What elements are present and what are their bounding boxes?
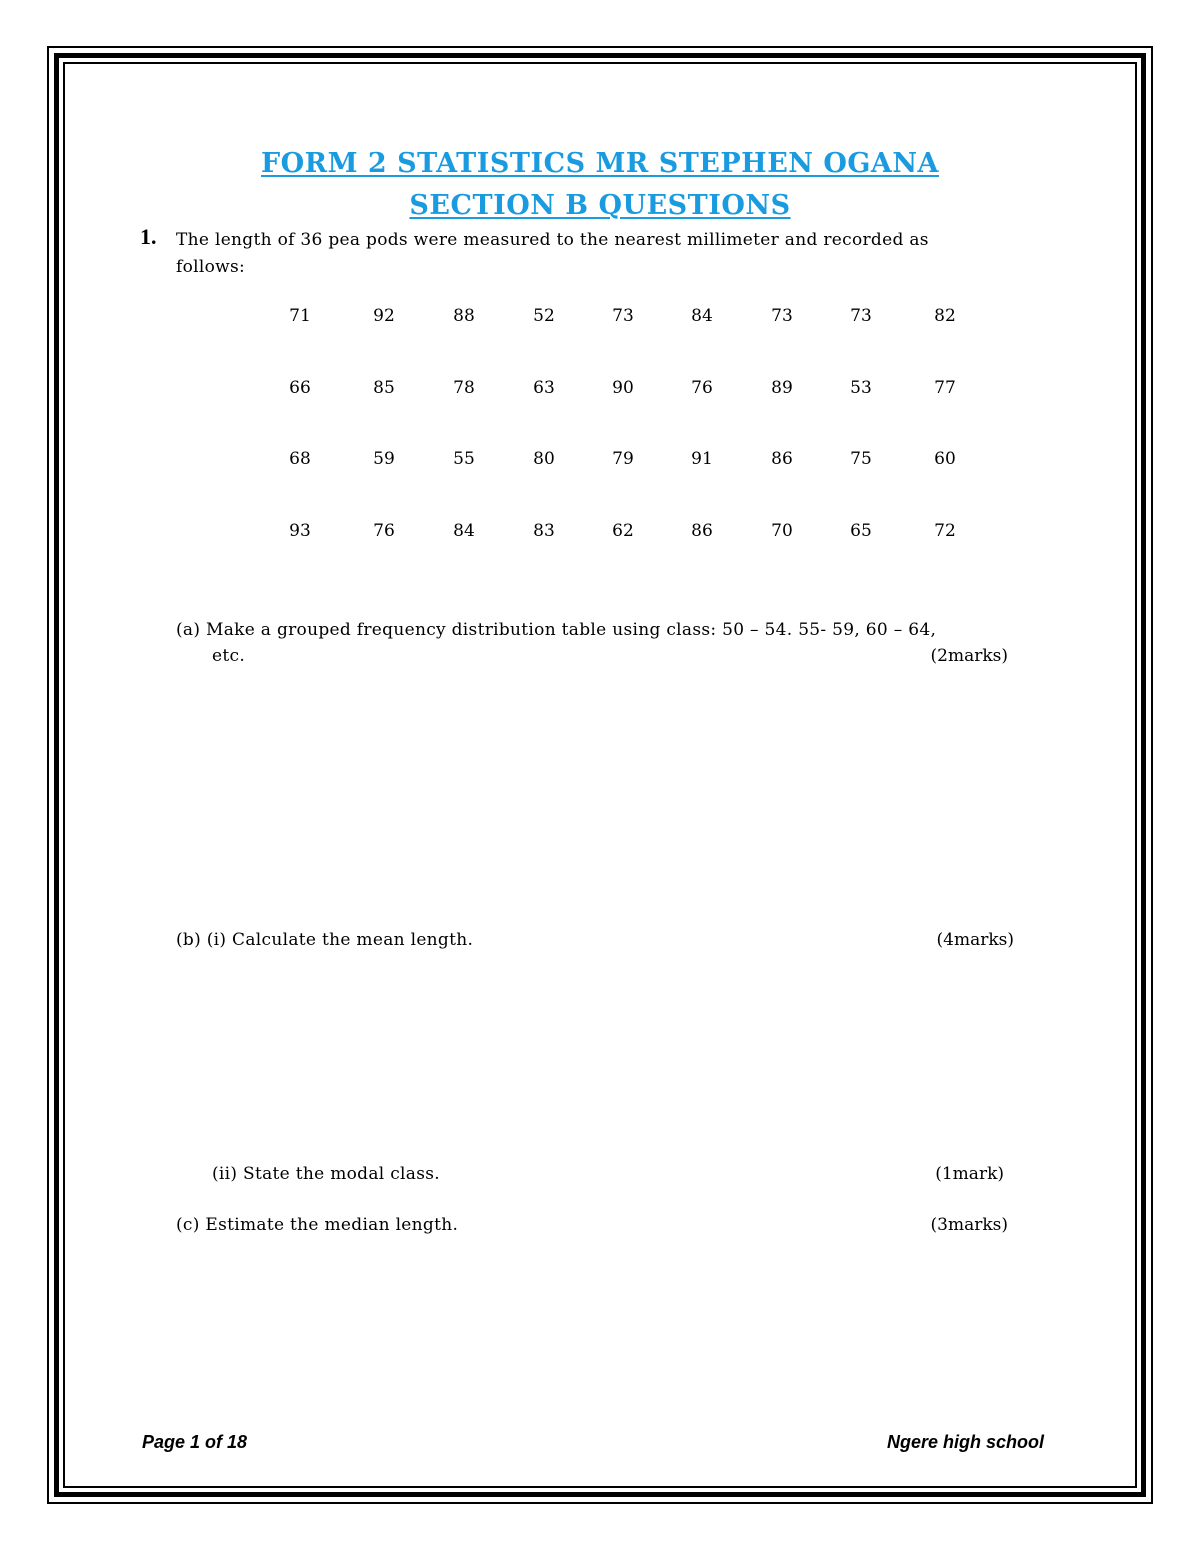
data-cell: 78 <box>453 378 475 398</box>
data-cell: 79 <box>612 449 634 469</box>
question-intro-line2: follows: <box>176 257 246 277</box>
data-cell: 60 <box>934 449 956 469</box>
data-cell: 52 <box>533 306 555 326</box>
part-a-text-line2: etc. <box>212 646 246 666</box>
data-cell: 80 <box>533 449 555 469</box>
data-cell: 93 <box>289 521 311 541</box>
part-b-ii-text: (ii) State the modal class. <box>212 1164 440 1184</box>
question-intro-line1: The length of 36 pea pods were measured to the nearest millimeter and recorded as <box>176 230 929 250</box>
data-cell: 55 <box>453 449 475 469</box>
data-cell: 83 <box>533 521 555 541</box>
data-cell: 89 <box>771 378 793 398</box>
section-title: SECTION B QUESTIONS <box>409 190 791 221</box>
data-cell: 91 <box>691 449 713 469</box>
data-cell: 66 <box>289 378 311 398</box>
data-cell: 84 <box>453 521 475 541</box>
data-cell: 90 <box>612 378 634 398</box>
data-cell: 76 <box>373 521 395 541</box>
data-cell: 85 <box>373 378 395 398</box>
data-cell: 86 <box>771 449 793 469</box>
data-cell: 75 <box>850 449 872 469</box>
data-cell: 84 <box>691 306 713 326</box>
data-cell: 92 <box>373 306 395 326</box>
data-cell: 73 <box>850 306 872 326</box>
data-cell: 65 <box>850 521 872 541</box>
part-c-text: (c) Estimate the median length. <box>176 1215 459 1235</box>
footer-page-number: Page 1 of 18 <box>142 1432 248 1452</box>
part-a-marks: (2marks) <box>930 646 1008 666</box>
data-cell: 76 <box>691 378 713 398</box>
data-cell: 71 <box>289 306 311 326</box>
part-b-i-text: (b) (i) Calculate the mean length. <box>176 930 474 950</box>
data-cell: 59 <box>373 449 395 469</box>
data-cell: 77 <box>934 378 956 398</box>
data-cell: 82 <box>934 306 956 326</box>
part-c-marks: (3marks) <box>930 1215 1008 1235</box>
data-cell: 53 <box>850 378 872 398</box>
data-cell: 72 <box>934 521 956 541</box>
data-cell: 68 <box>289 449 311 469</box>
data-cell: 63 <box>533 378 555 398</box>
document-title: FORM 2 STATISTICS MR STEPHEN OGANA <box>260 148 940 179</box>
data-cell: 88 <box>453 306 475 326</box>
part-b-i-marks: (4marks) <box>936 930 1014 950</box>
data-cell: 70 <box>771 521 793 541</box>
data-cell: 62 <box>612 521 634 541</box>
data-cell: 73 <box>612 306 634 326</box>
question-number: 1. <box>140 224 157 249</box>
data-cell: 73 <box>771 306 793 326</box>
part-a-text-line1: (a) Make a grouped frequency distribution table using class: 50 – 54. 55- 59, 60 – 64, <box>176 620 937 640</box>
data-cell: 86 <box>691 521 713 541</box>
part-b-ii-marks: (1mark) <box>935 1164 1004 1184</box>
footer-school-name: Ngere high school <box>886 1432 1044 1452</box>
